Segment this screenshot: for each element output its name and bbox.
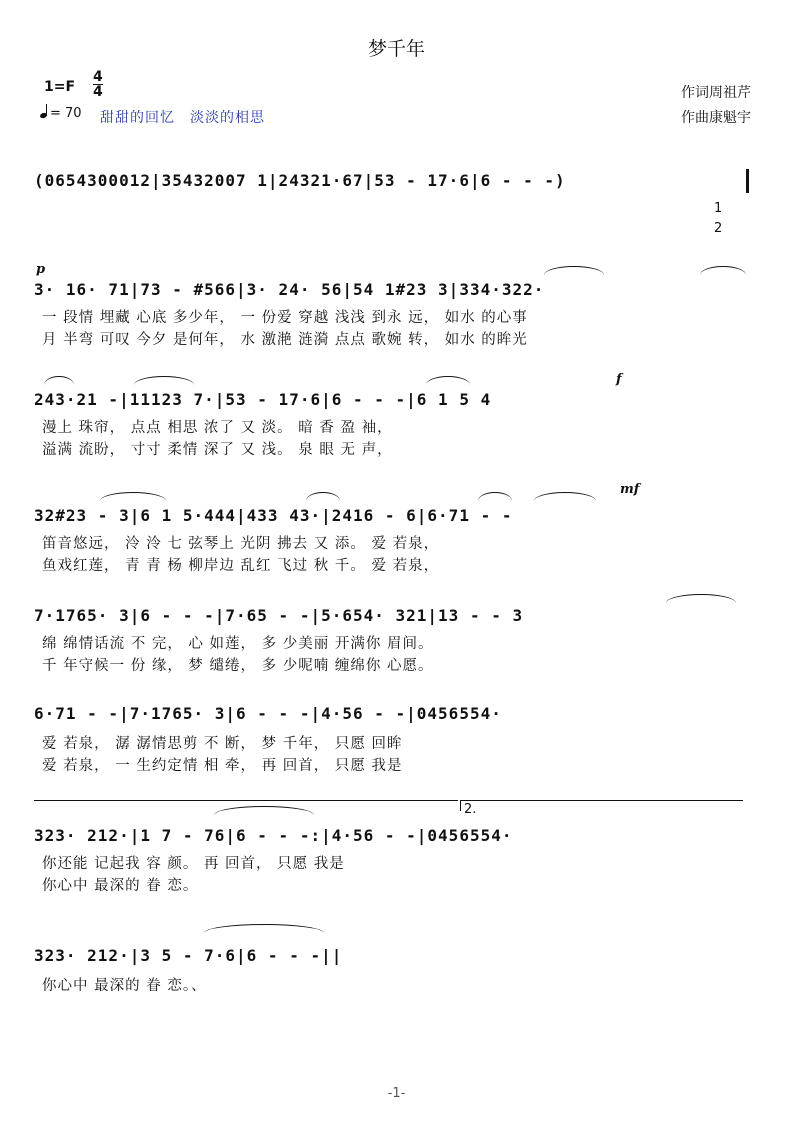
slur [134,376,194,385]
notation-line: 323· 212·|1 7 - 76|6 - - -:|4·56 - -|0456554· [34,826,513,845]
notation-line: (0654300012|35432007 1|24321·67|53 - 17·6|6 - - -) [34,171,566,190]
time-top: 4 [93,69,103,85]
slur [534,492,596,501]
volta-2-bracket [460,800,743,811]
dynamic-marking: mf [620,482,640,497]
notation-line: 243·21 -|11123 7·|53 - 17·6|6 - - -|6 1 5 4 [34,390,492,409]
song-title: 梦千年 [367,38,425,60]
notation-line: 6·71 - -|7·1765· 3|6 - - -|4·56 - -|0456554· [34,704,502,723]
slur [44,376,74,385]
lyric-verse-1: 爱 若泉， 潺 潺情思剪 不 断， 梦 千年， 只愿 回眸 [42,736,403,752]
score-row-5 [34,704,754,794]
score-row-0 [34,165,754,235]
notation-line: 32#23 - 3|6 1 5·444|433 43·|2416 - 6|6·71 - - [34,506,513,525]
lyric-verse-1: 笛音悠远， 泠 泠 七 弦琴上 光阴 拂去 又 添。 爱 若泉， [42,536,440,552]
score-row-7 [34,920,754,1000]
volta-2-label: 2. [464,802,477,817]
slur [700,266,746,275]
lyric-verse-2: 鱼戏红莲， 青 青 杨 柳岸边 乱红 飞过 秋 千。 爱 若泉， [42,558,440,574]
notation-line: 3· 16· 71|73 - #566|3· 24· 56|54 1#23 3|334·322· [34,280,545,299]
score-row-2 [34,372,754,462]
lyric-verse-2: 千 年守候一 份 缘， 梦 缱绻， 多 少呢喃 缠绵你 心愿。 [42,658,434,674]
dynamic-marking: f [616,372,622,387]
notation-line: 323· 212·|3 5 - 7·6|6 - - -|| [34,946,343,965]
lyric-verse-2: 溢满 流盼， 寸寸 柔情 深了 又 浅。 泉 眼 无 声， [42,442,393,458]
slur [214,806,314,815]
lyric-verse-1: 绵 绵情话流 不 完， 心 如莲， 多 少美丽 开满你 眉间。 [42,636,434,652]
slur [204,924,324,933]
score-row-3 [34,482,754,572]
lyric-verse-2: 你心中 最深的 眷 恋。 [42,878,199,894]
tempo-marking [40,104,82,121]
lyric-verse-2: 爱 若泉， 一 生约定情 相 牵， 再 回首， 只愿 我是 [42,758,403,774]
tempo-value: = 70 [50,106,82,121]
lyric-verse-2: 月 半弯 可叹 今夕 是何年， 水 激滟 涟漪 点点 歌婉 转， 如水 的眸光 [42,332,528,348]
slur [666,594,736,603]
lyricist-credit: 作词周祖芹 [681,85,751,101]
time-signature [93,70,103,99]
lyric-verse-1: 一 段情 埋藏 心底 多少年， 一 份爱 穿越 浅浅 到永 远， 如水 的心事 [42,310,528,326]
time-bottom: 4 [93,84,103,100]
slur [544,266,604,275]
score-row-1 [34,262,754,352]
dynamic-marking: p [36,262,46,277]
composer-credit: 作曲康魁宇 [681,110,751,126]
verse-numbers: 1 2 [714,201,723,236]
slur [100,492,166,501]
volta-1-bracket [34,800,458,801]
subtitle: 甜甜的回忆 淡淡的相思 [100,110,265,126]
key-signature: 1=F [44,79,76,95]
quarter-note-icon [39,112,47,119]
page-number: -1- [387,1086,406,1101]
score-row-4 [34,592,754,682]
score-row-6 [34,800,754,900]
lyric-verse-1: 漫上 珠帘， 点点 相思 浓了 又 淡。 暗 香 盈 袖， [42,420,393,436]
lyric-verse-1: 你心中 最深的 眷 恋。、 [42,978,207,994]
lyric-verse-1: 你还能 记起我 容 颜。 再 回首， 只愿 我是 [42,856,345,872]
notation-line: 7·1765· 3|6 - - -|7·65 - -|5·654· 321|13 - - 3 [34,606,524,625]
end-repeat-bar [746,169,749,193]
slur [306,492,340,501]
slur [478,492,512,501]
slur [426,376,470,385]
